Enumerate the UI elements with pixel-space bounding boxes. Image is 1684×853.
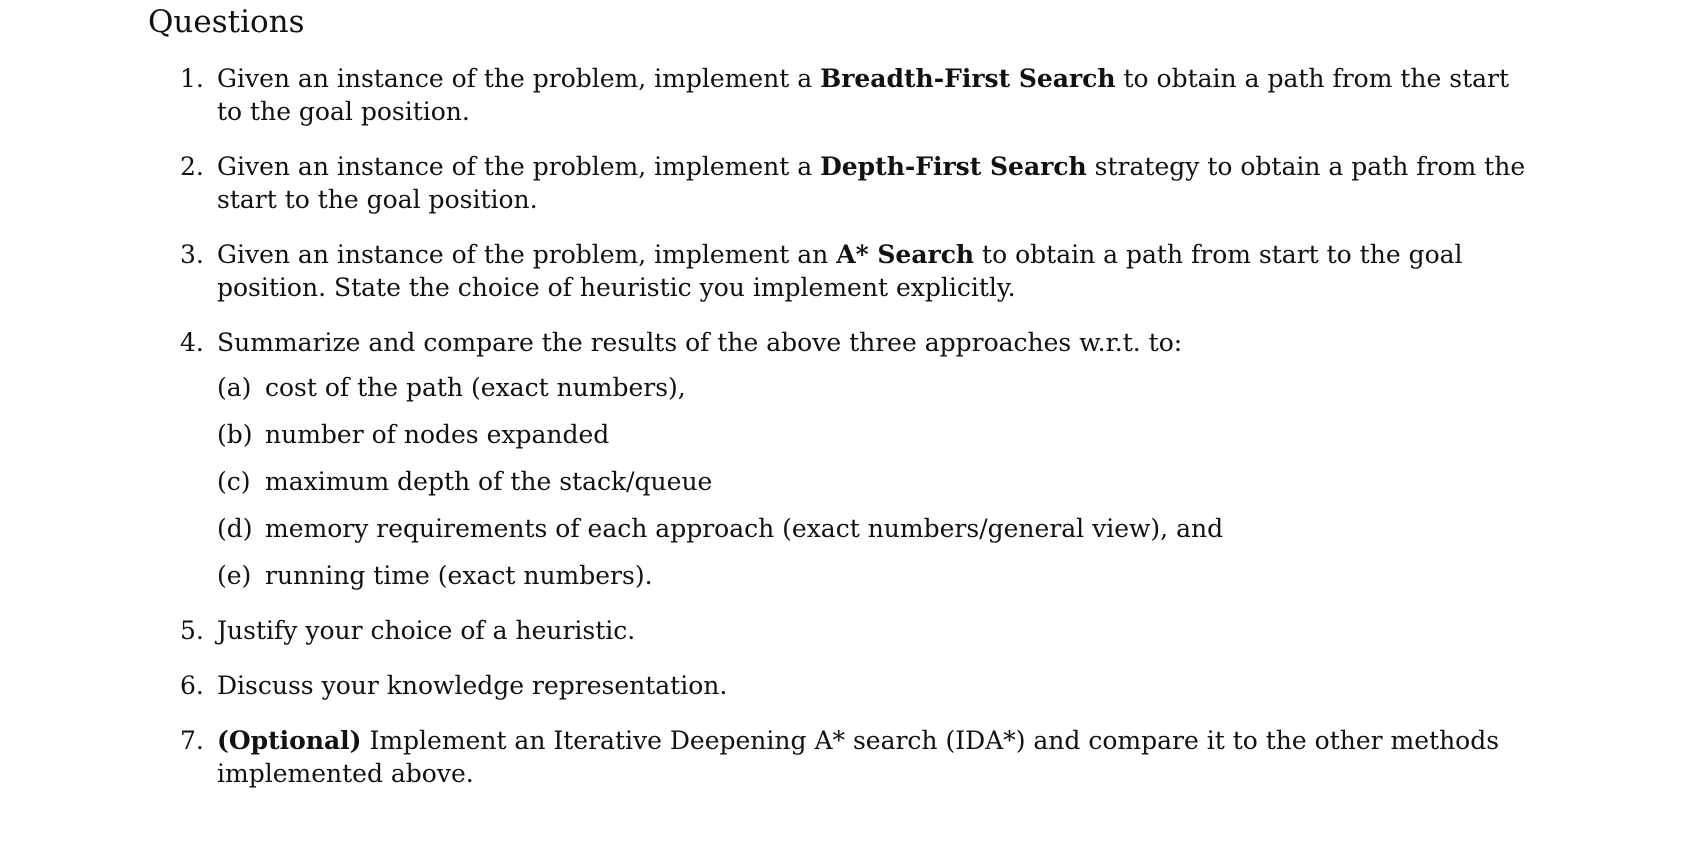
question-number: 2. [180,152,204,181]
question-text: Summarize and compare the results of the above three approaches w.r.t. to: [217,328,1183,357]
subquestion-text: number of nodes expanded [265,420,610,449]
question-text: to obtain a path from the start to the goal position. [217,64,1510,126]
question-item [180,669,1540,702]
questions-list [180,62,1540,812]
section-heading: Questions [148,4,305,40]
question-bold-term: Depth-First Search [820,152,1087,181]
question-item [180,326,1540,592]
question-item [180,724,1540,790]
question-item [180,62,1540,128]
subquestion-item [217,371,1540,404]
subquestion-text: memory requirements of each approach (exact numbers/general view), and [265,514,1224,543]
question-number: 5. [180,616,204,645]
subquestion-item [217,559,1540,592]
subquestion-item [217,512,1540,545]
question-text: strategy to obtain a path from the start to the goal position. [217,152,1526,214]
question-text: Given an instance of the problem, implement an [217,240,837,269]
question-number: 4. [180,328,204,357]
question-item [180,150,1540,216]
subquestion-text: cost of the path (exact numbers), [265,373,686,402]
question-text: Given an instance of the problem, implement a [217,152,821,181]
question-text: Given an instance of the problem, implement a [217,64,821,93]
subquestion-item [217,418,1540,451]
subquestion-text: maximum depth of the stack/queue [265,467,713,496]
question-bold-term: Breadth-First Search [820,64,1116,93]
question-number: 7. [180,726,204,755]
subquestion-label: (c) [217,467,251,496]
subquestion-list [217,371,1540,592]
subquestion-text: running time (exact numbers). [265,561,653,590]
question-bold-term: A* Search [836,240,975,269]
subquestion-label: (b) [217,420,253,449]
question-text: Justify your choice of a heuristic. [217,616,636,645]
question-text: Discuss your knowledge representation. [217,671,728,700]
subquestion-label: (d) [217,514,253,543]
subquestion-item [217,465,1540,498]
question-number: 3. [180,240,204,269]
question-bold-term: (Optional) [217,726,362,755]
subquestion-label: (e) [217,561,252,590]
question-number: 6. [180,671,204,700]
question-item [180,614,1540,647]
subquestion-label: (a) [217,373,252,402]
question-text: Implement an Iterative Deepening A* search (IDA*) and compare it to the other methods implemented above. [217,726,1500,788]
question-text: to obtain a path from start to the goal position. State the choice of heuristic you implement explicitly. [217,240,1463,302]
question-number: 1. [180,64,204,93]
question-item [180,238,1540,304]
